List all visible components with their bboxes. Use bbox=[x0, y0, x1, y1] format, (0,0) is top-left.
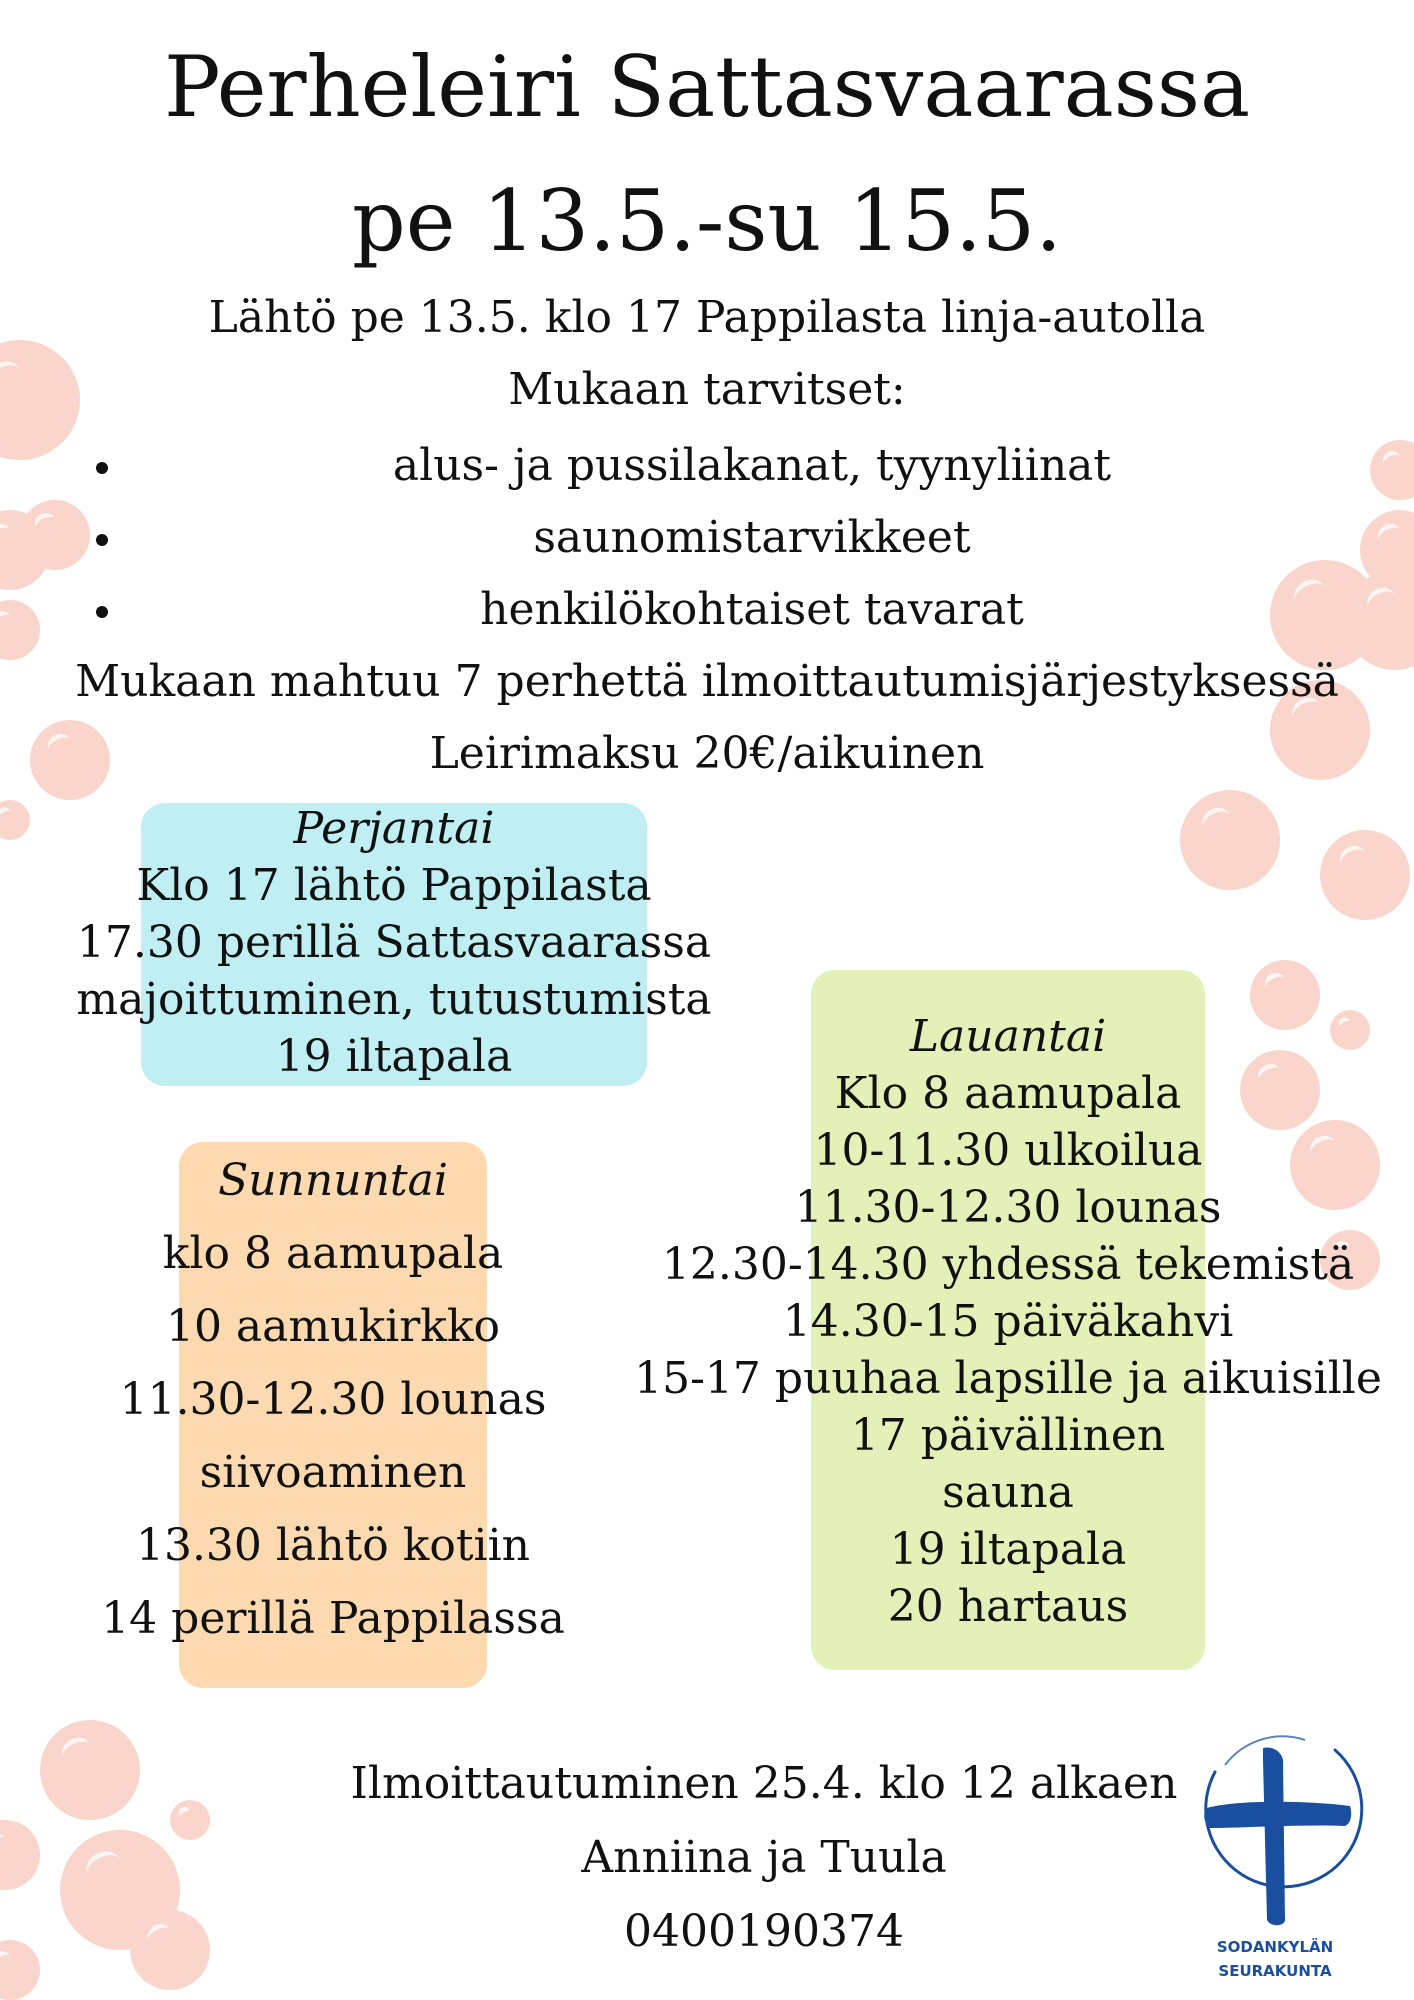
registration-text: Ilmoittautuminen 25.4. klo 12 alkaen bbox=[350, 1758, 1178, 1809]
schedule-item: 15-17 puuhaa lapsille ja aikuisille bbox=[634, 1353, 1382, 1404]
schedule-item: 19 iltapala bbox=[275, 1031, 513, 1082]
bullet-icon bbox=[96, 534, 108, 546]
capacity-text: Mukaan mahtuu 7 perhettä ilmoittautumisjärjestyksessä bbox=[75, 656, 1339, 707]
page-subtitle-dates: pe 13.5.-su 15.5. bbox=[352, 172, 1062, 270]
schedule-item: siivoaminen bbox=[199, 1447, 467, 1498]
friday-heading: Perjantai bbox=[293, 803, 495, 854]
bullet-icon bbox=[96, 606, 108, 618]
fee-text: Leirimaksu 20€/aikuinen bbox=[429, 728, 985, 779]
schedule-item: 17.30 perillä Sattasvaarassa bbox=[76, 917, 712, 968]
sunday-heading: Sunnuntai bbox=[218, 1155, 448, 1206]
schedule-item: sauna bbox=[942, 1467, 1074, 1518]
schedule-item: 13.30 lähtö kotiin bbox=[135, 1520, 531, 1571]
schedule-item: 19 iltapala bbox=[889, 1524, 1127, 1575]
saturday-heading: Lauantai bbox=[909, 1011, 1107, 1062]
logo-text: SODANKYLÄN SEURAKUNTA bbox=[1216, 1938, 1334, 1980]
bullet-icon bbox=[96, 462, 108, 474]
saturday-schedule bbox=[608, 1008, 1408, 1635]
page-title: Perheleiri Sattasvaarassa bbox=[163, 38, 1251, 136]
bring-heading: Mukaan tarvitset: bbox=[508, 364, 906, 415]
schedule-item: majoittuminen, tutustumista bbox=[76, 974, 712, 1025]
departure-text: Lähtö pe 13.5. klo 17 Pappilasta linja-autolla bbox=[208, 292, 1206, 343]
schedule-item: Klo 8 aamupala bbox=[834, 1068, 1182, 1119]
schedule-item: 14.30-15 päiväkahvi bbox=[782, 1296, 1234, 1347]
phone-number: 0400190374 bbox=[624, 1906, 904, 1957]
schedule-item: 11.30-12.30 lounas bbox=[119, 1374, 547, 1425]
schedule-item: 10 aamukirkko bbox=[165, 1301, 501, 1352]
schedule-item: 20 hartaus bbox=[887, 1581, 1129, 1632]
schedule-item: 10-11.30 ulkoilua bbox=[813, 1125, 1203, 1176]
contacts-text: Anniina ja Tuula bbox=[581, 1832, 947, 1883]
schedule-item: 12.30-14.30 yhdessä tekemistä bbox=[661, 1239, 1355, 1290]
schedule-item: Klo 17 lähtö Pappilasta bbox=[136, 860, 652, 911]
schedule-item: 11.30-12.30 lounas bbox=[794, 1182, 1222, 1233]
schedule-item: klo 8 aamupala bbox=[162, 1228, 504, 1279]
schedule-item: 14 perillä Pappilassa bbox=[101, 1593, 565, 1644]
schedule-item: 17 päivällinen bbox=[850, 1410, 1166, 1461]
sunday-schedule bbox=[60, 1144, 606, 1655]
